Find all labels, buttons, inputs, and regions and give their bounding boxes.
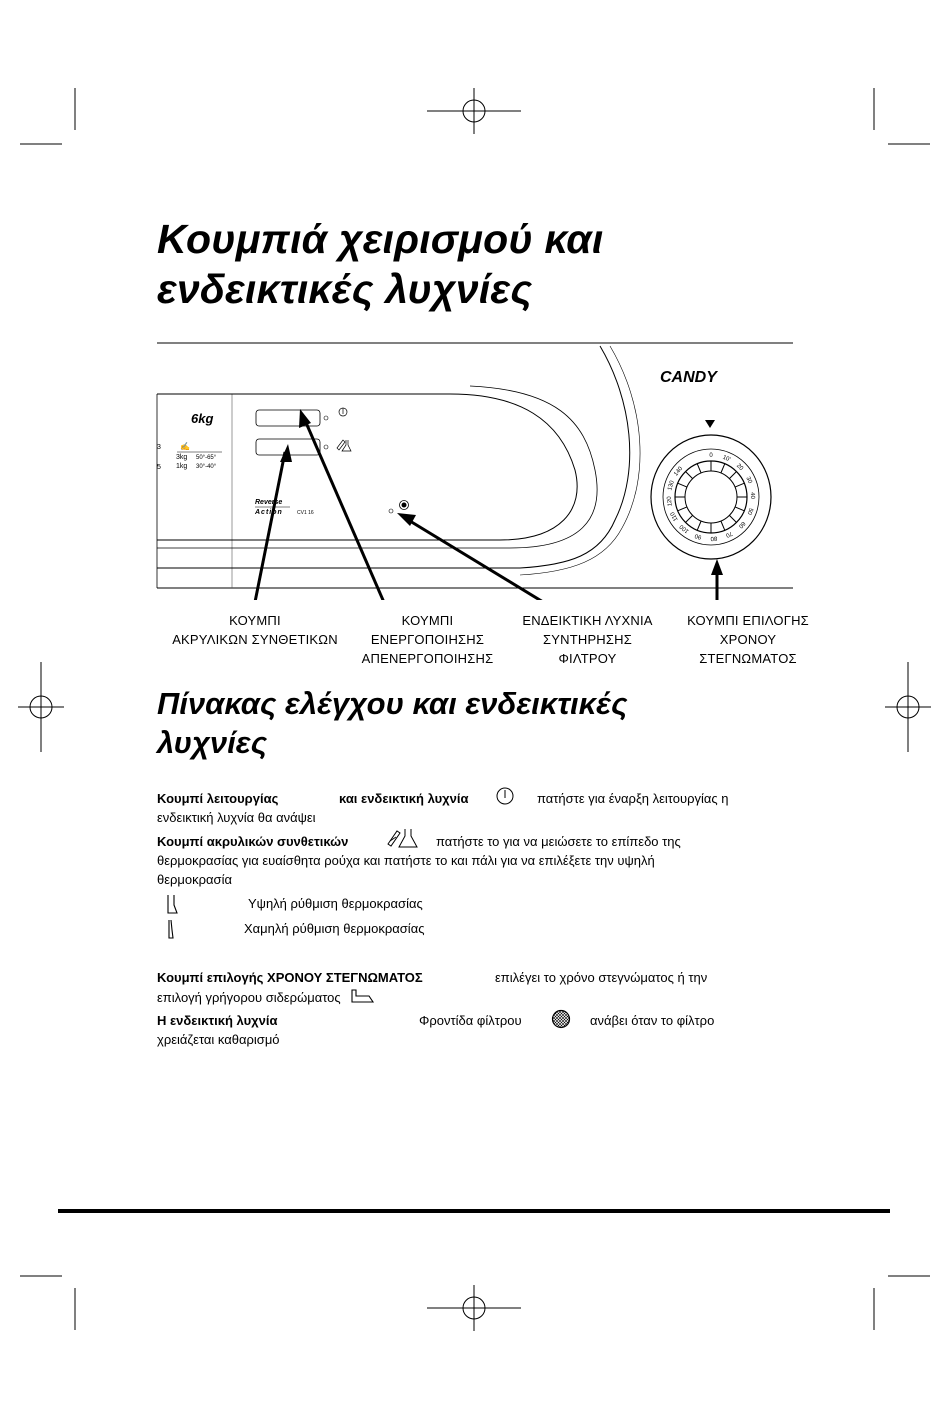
registration-left — [18, 662, 64, 752]
p2-bold: Κουμπί ακρυλικών συνθετικών — [157, 834, 349, 849]
dial-number: 80 — [710, 534, 718, 542]
high-temp-label: Υψηλή ρύθμιση θερμοκρασίας — [248, 896, 423, 911]
dial-number: 110 — [669, 510, 680, 522]
timer-dial — [651, 420, 771, 559]
dial-number: 10' — [721, 454, 732, 464]
dial-number: 100 — [678, 522, 691, 534]
p1-text2: ενδεικτική λυχνία θα ανάψει — [157, 810, 316, 825]
p1-bold-a: Κουμπί λειτουργίας — [157, 791, 279, 806]
svg-text:1kg: 1kg — [176, 463, 188, 470]
p1-text: πατήστε για έναρξη λειτουργίας η — [537, 791, 729, 806]
load-table — [157, 442, 222, 471]
dial-number: 90 — [694, 532, 703, 540]
dial-number: 40 — [748, 492, 756, 499]
dial-number: 130 — [667, 480, 676, 492]
svg-text:30°-40°: 30°-40° — [196, 464, 217, 470]
power-icon — [339, 408, 347, 416]
p2-text3: θερμοκρασία — [157, 872, 232, 887]
filter-icon — [400, 501, 409, 510]
p2-text2: θερμοκρασίας για ευαίσθητα ρούχα και πατήστε το και πάλι για να επιλέξετε την υψηλή — [157, 853, 655, 868]
p3-text: επιλέγει το χρόνο στεγνώματος ή την — [495, 970, 708, 985]
svg-text:5: 5 — [157, 464, 161, 471]
registration-right — [885, 662, 931, 752]
dial-number: 60 — [736, 519, 746, 529]
p4-bold: Η ενδεικτική λυχνία — [157, 1013, 278, 1028]
svg-text:3: 3 — [157, 444, 161, 451]
dial-number: 20 — [735, 463, 744, 473]
capacity-label: 6kg — [191, 411, 214, 426]
callout-on-off-button: ΚΟΥΜΠΙ ΕΝΕΡΓΟΠΟΙΗΣΗΣ ΑΠΕΝΕΡΓΟΠΟΙΗΣΗΣ — [361, 613, 494, 666]
registration-bottom — [427, 1285, 521, 1331]
p4-mid: Φροντίδα φίλτρου — [419, 1013, 522, 1028]
svg-text:CV1 16: CV1 16 — [297, 510, 314, 516]
p1-bold-b: και ενδεικτική λυχνία — [339, 791, 469, 806]
svg-text:50°-65°: 50°-65° — [196, 455, 217, 461]
high-temp-icon — [164, 893, 180, 915]
dial-number: 120 — [666, 496, 674, 507]
acrylic-icon — [385, 826, 421, 850]
callout-timer-dial: ΚΟΥΜΠΙ ΕΠΙΛΟΓΗΣ ΧΡΟΝΟΥ ΣΤΕΓΝΩΜΑΤΟΣ — [687, 613, 809, 666]
p3-bold: Κουμπί επιλογής ΧΡΟΝΟΥ ΣΤΕΓΝΩΜΑΤΟΣ — [157, 970, 423, 985]
svg-text:Reverse: Reverse — [255, 499, 283, 506]
low-temp-icon — [164, 918, 180, 940]
dial-number: 30 — [744, 476, 753, 485]
p2-text: πατήστε το για να μειώσετε το επίπεδο της — [436, 834, 681, 849]
control-panel-illustration — [0, 0, 950, 600]
filter-icon — [551, 1009, 573, 1031]
low-temp-label: Χαμηλή ρύθμιση θερμοκρασίας — [244, 921, 425, 936]
svg-text:3kg: 3kg — [176, 454, 188, 461]
callout-acrylic-button: ΚΟΥΜΠΙ ΑΚΡΥΛΙΚΩΝ ΣΥΝΘΕΤΙΚΩΝ — [172, 613, 338, 647]
p3-text2: επιλογή γρήγορου σιδερώματος — [157, 990, 341, 1005]
iron-icon — [349, 987, 375, 1005]
dial-number: 70 — [724, 529, 734, 538]
svg-text:Action: Action — [255, 509, 283, 516]
p4-text: ανάβει όταν το φίλτρο — [590, 1013, 715, 1028]
bottom-rule — [58, 1209, 890, 1213]
dial-number: 0 — [709, 453, 713, 459]
section-subtitle: Πίνακας ελέγχου και ενδεικτικές λυχνίες — [157, 686, 628, 760]
dial-number: 140 — [673, 465, 685, 478]
acrylic-icon — [337, 440, 351, 451]
dial-number: 50 — [745, 506, 754, 516]
p4-text2: χρειάζεται καθαρισμό — [157, 1032, 280, 1047]
callout-filter-light: ΕΝΔΕΙΚΤΙΚΗ ΛΥΧΝΙΑ ΣΥΝΤΗΡΗΣΗΣ ΦΙΛΤΡΟΥ — [522, 613, 653, 666]
synthetic-icon: ✍ — [180, 442, 190, 451]
page-title: Κουμπιά χειρισμού και ενδεικτικές λυχνίες — [157, 216, 604, 312]
power-icon — [495, 786, 517, 808]
on-off-button — [256, 410, 320, 426]
brand-logo: CANDY — [660, 369, 717, 386]
